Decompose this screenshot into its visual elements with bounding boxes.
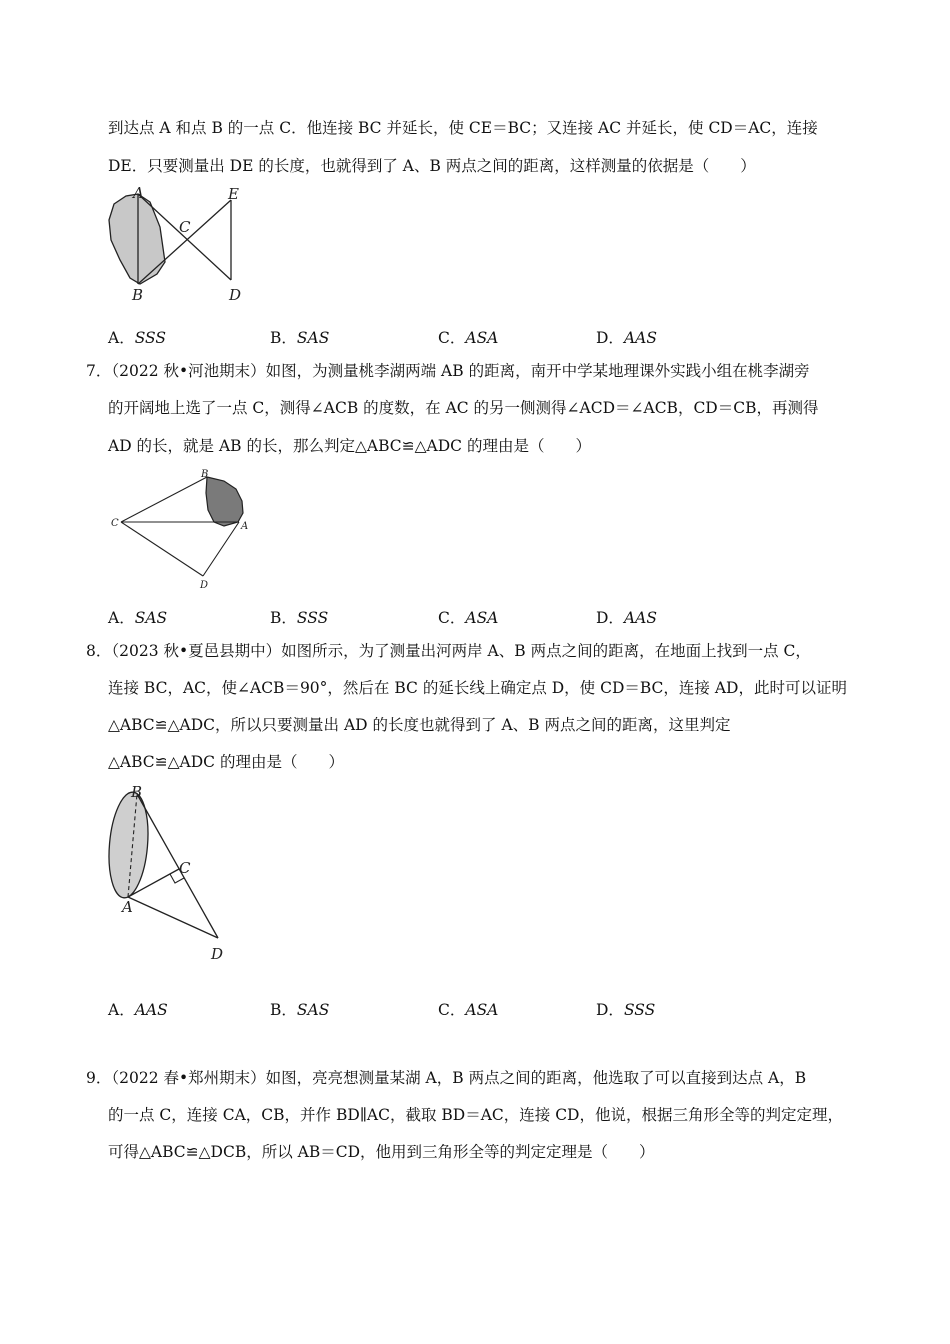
q8-label-b: B (131, 783, 143, 801)
q7-label-d: D (200, 580, 209, 591)
q7-option-c[interactable]: C．ASA (438, 609, 499, 627)
q8-label-c: C (179, 859, 191, 877)
q7-option-a[interactable]: A．SAS (108, 609, 168, 627)
q7-option-d[interactable]: D．AAS (596, 609, 657, 627)
q8-options (108, 998, 808, 1018)
q8-option-d[interactable]: D．SSS (596, 1001, 656, 1019)
q7-options (108, 606, 808, 626)
q9-text-line-2: 的一点 C，连接 CA，CB，并作 BD∥AC，截取 BD＝AC，连接 CD，他说，根据三角形全等的判定定理， (108, 1106, 843, 1124)
q7-text-line-2: 的开阔地上选了一点 C，测得∠ACB 的度数，在 AC 的另一侧测得∠ACD＝∠ACB，CD＝CB，再测得 (108, 399, 819, 417)
q8-label-a: A (122, 898, 133, 916)
q6-option-b[interactable]: B．SAS (270, 329, 330, 347)
q7-label-b: B (201, 469, 209, 480)
q6-option-d[interactable]: D．AAS (596, 329, 657, 347)
q7-figure (104, 465, 254, 593)
q8-option-c[interactable]: C．ASA (438, 1001, 499, 1019)
q6-label-a: A (133, 184, 144, 202)
q8-label-d: D (211, 945, 224, 963)
q9-text-line-1: 9．（2022 春•郑州期末）如图，亮亮想测量某湖 A，B 两点之间的距离，他选取了可以直接到达点 A，B (86, 1069, 807, 1087)
q8-option-a[interactable]: A．AAS (108, 1001, 168, 1019)
q8-text-line-4: △ABC≌△ADC 的理由是（ ） (108, 753, 344, 771)
q7-option-b[interactable]: B．SSS (270, 609, 329, 627)
q8-text-line-2: 连接 BC，AC，使∠ACB＝90°，然后在 BC 的延长线上确定点 D，使 CD＝BC，连接 AD，此时可以证明 (108, 679, 847, 697)
q6-label-d: D (229, 286, 242, 304)
q6-option-a[interactable]: A．SSS (108, 329, 167, 347)
q7-label-a: A (241, 521, 249, 532)
q6-text-line-2: DE．只要测量出 DE 的长度，也就得到了 A、B 两点之间的距离，这样测量的依据是（ ） (108, 157, 756, 175)
q6-label-e: E (228, 185, 239, 203)
q9-text-line-3: 可得△ABC≌△DCB，所以 AB＝CD，他用到三角形全等的判定定理是（ ） (108, 1143, 655, 1161)
q8-text-line-1: 8．（2023 秋•夏邑县期中）如图所示，为了测量出河两岸 A、B 两点之间的距离，在地面上找到一点 C， (86, 642, 811, 660)
q7-label-c: C (111, 518, 119, 529)
q6-label-b: B (132, 286, 144, 304)
q8-figure (100, 780, 240, 970)
q8-option-b[interactable]: B．SAS (270, 1001, 330, 1019)
q6-options (108, 326, 808, 346)
q6-figure (100, 182, 260, 307)
q8-text-line-3: △ABC≌△ADC，所以只要测量出 AD 的长度也就得到了 A、B 两点之间的距离，这里判定 (108, 716, 731, 734)
q6-option-c[interactable]: C．ASA (438, 329, 499, 347)
q6-label-c: C (179, 218, 191, 236)
q7-text-line-3: AD 的长，就是 AB 的长，那么判定△ABC≌△ADC 的理由是（ ） (108, 437, 591, 455)
q7-text-line-1: 7．（2022 秋•河池期末）如图，为测量桃李湖两端 AB 的距离，南开中学某地理课外实践小组在桃李湖旁 (86, 362, 810, 380)
q6-text-line-1: 到达点 A 和点 B 的一点 C．他连接 BC 并延长，使 CE＝BC；又连接 AC 并延长，使 CD＝AC，连接 (108, 119, 818, 137)
